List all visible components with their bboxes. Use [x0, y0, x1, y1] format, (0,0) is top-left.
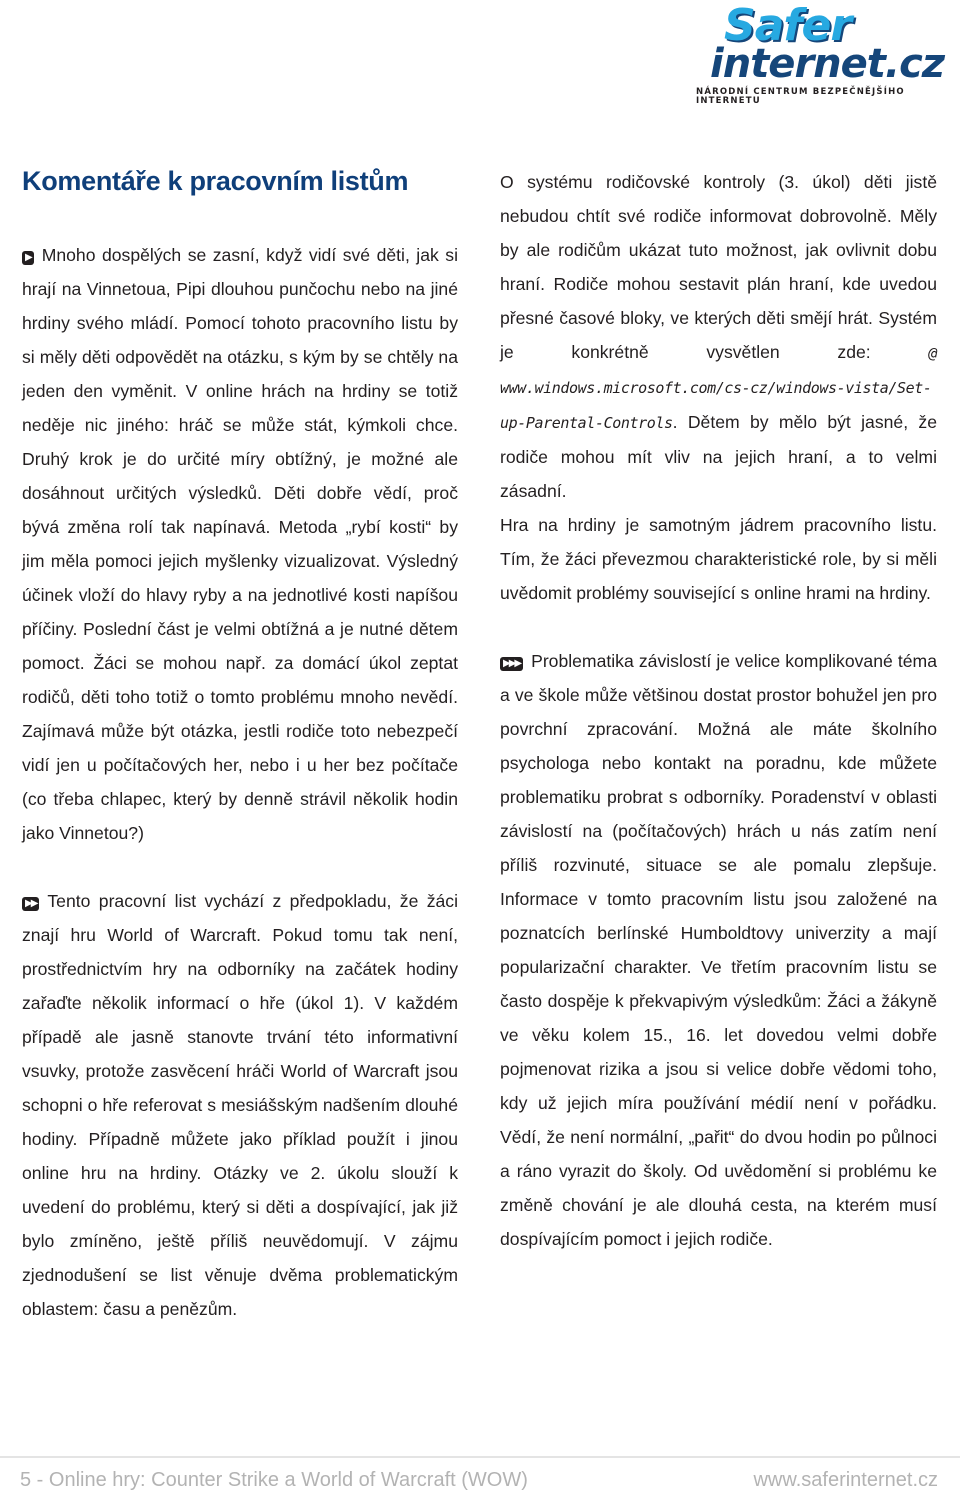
paragraph-text: Mnoho dospělých se zasní, když vidí své děti, jak si hrají na Vinnetoua, Pipi dlouhou punčochu nebo na jiné hrdiny svého mládí. Pomocí tohoto pracovního listu by si měly děti odpovědět na otázku, s kým by se chtěly na jeden den vyměnit. V online hrách na hrdiny se totiž neděje nic jiného: hráč se může stát, kýmkoli chce. Druhý krok je do určité míry obtížný, je možné ale dosáhnout určitých výsledků. Děti dobře vědí, proč bývá změna rolí tak napínavá. Metoda „rybí kosti“ by jim měla pomoci jejich myšlenky vizualizovat. Výsledný účinek vloží do hlavy ryby a na jednotlivé kosti napíšou příčiny. Poslední část je velmi obtížná a je nutné dětem pomoct. Žáci se mohou např. za domácí úkol zeptat rodičů, děti toho totiž o tomto problému mnoho nevědí. Zajímavá může být otázka, jestli rodiče toto nebezpečí vidí jen u počítačových her, nebo i u her bez počítače (co třeba chlapec, který by denně strávil několik hodin jako Vinnetou?): [22, 245, 458, 843]
double-arrow-marker-icon: ▶▶: [22, 897, 39, 911]
paragraph-text: Problematika závislostí je velice komplikované téma a ve škole může většinou dostat prostor bohužel jen pro povrchní zpracování. Možná ale máte školního psychologa nebo kontakt na poradnu, kde můžete problematiku probrat s odborníky. Poradenství v oblasti závislostí na (počítačových) hrách u nás zatím není příliš rozvinuté, situace se ale pomalu zlepšuje. Informace v tomto pracovním listu jsou založené na poznatcích berlínské Humboldtovy univerzity a mají popularizační charakter. Ve třetím pracovním listu se často dospěje k překvapivým výsledkům: Žáci a žákyně ve věku kolem 15., 16. let dovedou velmi dobře pojmenovat rizika a jsou si velice dobře vědomi toho, kdy už jejich míra používání médií není v pořádku. Vědí, že není normální, „pařit“ do dvou hodin po půlnoci a ráno vyrazit do školy. Od uvědomění si problému ke změně chování je ale dlouhá cesta, na kterém musí dospívajícím pomoct i jejich rodiče.: [500, 651, 937, 1249]
footer-website-link[interactable]: www.saferinternet.cz: [753, 1469, 938, 1491]
paragraph-text: Hra na hrdiny je samotným jádrem pracovního listu. Tím, že žáci převezmou charakteristické role, by si měli uvědomit problémy související s online hrami na hrdiny.: [500, 515, 937, 603]
parental-controls-link[interactable]: @ www.windows.microsoft.com/cs-cz/windows-vista/Set-up-Parental-Controls: [500, 344, 937, 432]
logo-word-safer: Safer: [724, 0, 852, 51]
logo-word-internet: internet.cz: [710, 41, 945, 87]
page-footer: [20, 1469, 938, 1492]
logo-tagline: NÁRODNÍ CENTRUM BEZPEČNĚJŠÍHO INTERNETU: [696, 87, 905, 106]
page-title: Komentáře k pracovním listům: [22, 166, 409, 196]
paragraph: [22, 238, 458, 850]
single-arrow-marker-icon: ▶: [22, 251, 34, 265]
paragraph: [500, 644, 937, 1256]
footer-page-label: 5 - Online hry: Counter Strike a World of Warcraft (WOW): [20, 1469, 528, 1491]
triple-arrow-marker-icon: ▶▶▶: [500, 657, 523, 671]
paragraph: [500, 508, 937, 610]
paragraph-text: . Dětem by mělo být jasné, že rodiče mohou mít vliv na jejich hraní, a to velmi zásadní.: [500, 412, 937, 501]
paragraph-text: O systému rodičovské kontroly (3. úkol) děti jistě nebudou chtít své rodiče informovat dobrovolně. Měly by ale rodičům ukázat tuto možnost, jak ovlivnit dobu hraní. Rodiče mohou sestavit plán hraní, kde uvedou přesné časové bloky, ve kterých děti smějí hrát. Systém je konkrétně vysvětlen zde:: [500, 172, 937, 362]
paragraph: [500, 165, 937, 508]
paragraph: [22, 884, 458, 1326]
left-column: [22, 238, 458, 1326]
footer-divider: [0, 1456, 960, 1458]
saferinternet-logo: [690, 0, 950, 106]
right-column: [500, 165, 937, 1256]
paragraph-text: Tento pracovní list vychází z předpokladu, že žáci znají hru World of Warcraft. Pokud tomu tak není, prostřednictvím hry na odborníky na začátek hodiny zařaďte několik informací o hře (úkol 1). V každém případě ale jasně stanovte trvání této informativní vsuvky, protože zasvěcení hráči World of Warcraft jsou schopni o hře referovat s mesiášským nadšením dlouhé hodiny. Případně můžete jako příklad použít i jinou online hru na hrdiny. Otázky ve 2. úkolu slouží k uvedení do problému, který si děti a dospívající, jak již bylo zmíněno, ještě příliš neuvědomují. V zájmu zjednodušení se list věnuje dvěma problematickým oblastem: času a penězům.: [22, 891, 458, 1319]
